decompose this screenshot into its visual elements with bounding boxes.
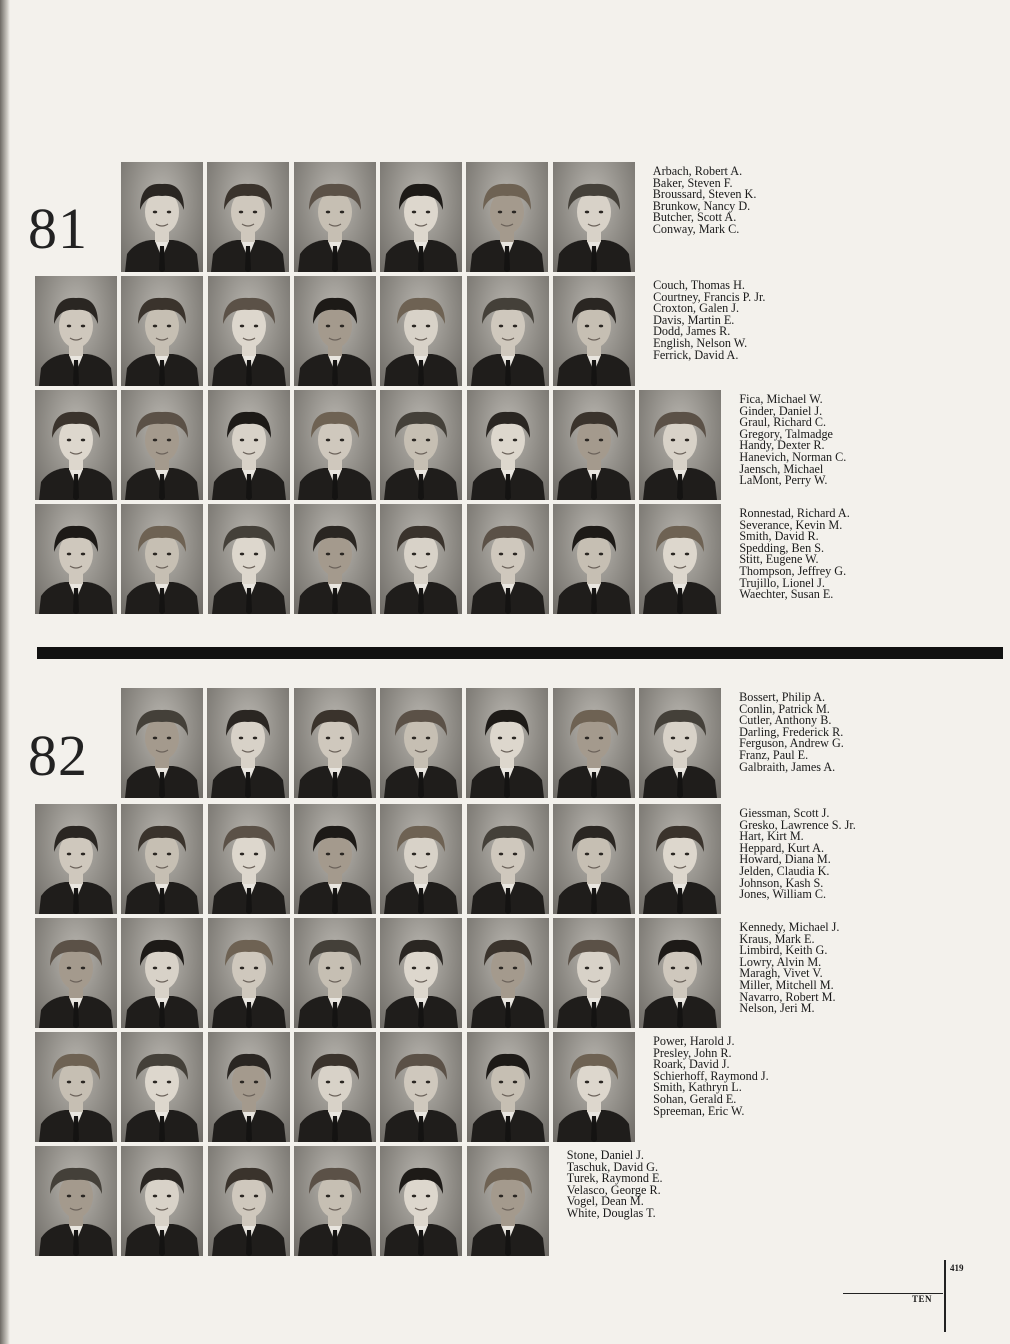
name-entry: Miller, Mitchell M. xyxy=(739,977,834,992)
portrait-photo xyxy=(121,276,203,386)
portrait-photo xyxy=(294,504,376,614)
name-entry: Arbach, Robert A. xyxy=(652,164,743,178)
portrait-photo xyxy=(467,918,549,1028)
portrait-photo xyxy=(294,688,376,798)
name-entry: Hart, Kirt M. xyxy=(739,829,804,844)
portrait-photo xyxy=(121,504,203,614)
name-entry: Navarro, Robert M. xyxy=(739,989,836,1004)
name-entry: Darling, Frederick R. xyxy=(739,724,844,739)
portrait-photo xyxy=(380,504,462,614)
name-entry: Limbird, Keith G. xyxy=(739,943,828,958)
portrait-photo xyxy=(121,1146,203,1256)
name-entry: Jelden, Claudia K. xyxy=(739,863,830,878)
name-list xyxy=(739,808,855,901)
portrait-photo xyxy=(553,276,635,386)
portrait-photo xyxy=(208,504,290,614)
portrait-photo xyxy=(639,688,721,798)
portrait-photo xyxy=(380,276,462,386)
name-entry: Spedding, Ben S. xyxy=(739,540,825,555)
name-entry: Jaensch, Michael xyxy=(739,461,824,476)
portrait-photo xyxy=(380,688,462,798)
name-entry: Jones, William C. xyxy=(739,887,827,902)
portrait-photo xyxy=(121,688,203,798)
name-entry: Kennedy, Michael J. xyxy=(739,920,840,934)
portrait-photo xyxy=(380,162,462,272)
name-entry: Sohan, Gerald E. xyxy=(653,1091,737,1106)
page-edge-shadow xyxy=(0,0,10,1344)
name-entry: White, Douglas T. xyxy=(566,1205,656,1220)
portrait-photo xyxy=(553,390,635,500)
name-entry: Bossert, Philip A. xyxy=(739,690,826,704)
name-entry: Baker, Steven F. xyxy=(652,175,733,190)
name-list xyxy=(739,922,839,1015)
name-entry: Conway, Mark C. xyxy=(652,221,740,236)
name-entry: Presley, John R. xyxy=(653,1045,732,1060)
name-list xyxy=(739,692,844,773)
name-entry: Stitt, Eugene W. xyxy=(739,552,819,567)
name-list xyxy=(739,394,846,487)
name-entry: Schierhoff, Raymond J. xyxy=(653,1068,769,1083)
name-entry: Brunkow, Nancy D. xyxy=(652,198,751,213)
name-entry: Waechter, Susan E. xyxy=(739,587,834,602)
name-entry: Ferrick, David A. xyxy=(653,347,739,362)
portrait-photo xyxy=(208,390,290,500)
name-entry: Croxton, Galen J. xyxy=(653,301,740,316)
name-entry: Davis, Martin E. xyxy=(653,312,735,327)
name-entry: Kraus, Mark E. xyxy=(739,931,815,946)
portrait-photo xyxy=(553,804,635,914)
name-entry: Velasco, George R. xyxy=(566,1182,661,1197)
portrait-photo xyxy=(639,918,721,1028)
name-entry: Severance, Kevin M. xyxy=(739,517,843,532)
name-entry: Galbraith, James A. xyxy=(739,759,836,774)
portrait-photo xyxy=(553,688,635,798)
name-entry: Maragh, Vivet V. xyxy=(739,966,823,981)
name-entry: Fica, Michael W. xyxy=(739,392,823,406)
section-divider-bar xyxy=(37,647,1003,659)
portrait-photo xyxy=(553,918,635,1028)
portrait-photo xyxy=(35,276,117,386)
portrait-photo xyxy=(35,504,117,614)
name-entry: Courtney, Francis P. Jr. xyxy=(653,289,766,304)
portrait-photo xyxy=(380,918,462,1028)
name-entry: Spreeman, Eric W. xyxy=(653,1103,745,1118)
name-entry: Cutler, Anthony B. xyxy=(739,713,832,728)
name-entry: Heppard, Kurt A. xyxy=(739,840,825,855)
portrait-photo xyxy=(467,504,549,614)
name-entry: Nelson, Jeri M. xyxy=(739,1001,815,1016)
name-entry: Giessman, Scott J. xyxy=(739,806,830,820)
name-entry: Butcher, Scott A. xyxy=(652,210,737,225)
name-entry: Ferguson, Andrew G. xyxy=(739,736,844,751)
portrait-photo xyxy=(294,1032,376,1142)
portrait-photo xyxy=(208,1146,290,1256)
name-entry: Ginder, Daniel J. xyxy=(739,403,823,418)
portrait-photo xyxy=(35,1032,117,1142)
portrait-photo xyxy=(639,504,721,614)
portrait-photo xyxy=(35,1146,117,1256)
portrait-photo xyxy=(121,1032,203,1142)
name-entry: Johnson, Kash S. xyxy=(739,875,824,890)
portrait-photo xyxy=(121,162,203,272)
portrait-photo xyxy=(466,688,548,798)
name-entry: Franz, Paul E. xyxy=(739,747,809,762)
portrait-photo xyxy=(294,804,376,914)
portrait-photo xyxy=(553,162,635,272)
portrait-photo xyxy=(380,1032,462,1142)
portrait-photo xyxy=(208,918,290,1028)
portrait-photo xyxy=(208,1032,290,1142)
name-entry: Taschuk, David G. xyxy=(566,1159,659,1174)
name-entry: Conlin, Patrick M. xyxy=(739,701,830,716)
name-entry: Graul, Richard C. xyxy=(739,415,827,430)
class-year-label: 82 xyxy=(28,723,88,788)
class-year-label: 81 xyxy=(28,196,88,261)
name-entry: Handy, Dexter R. xyxy=(739,438,825,453)
name-entry: Vogel, Dean M. xyxy=(566,1194,644,1209)
name-entry: Dodd, James R. xyxy=(653,324,731,339)
portrait-photo xyxy=(294,162,376,272)
portrait-photo xyxy=(467,804,549,914)
name-entry: Broussard, Steven K. xyxy=(652,187,757,202)
name-entry: Roark, David J. xyxy=(653,1057,730,1072)
portrait-photo xyxy=(207,162,289,272)
portrait-photo xyxy=(208,276,290,386)
portrait-photo xyxy=(380,804,462,914)
portrait-photo xyxy=(467,1032,549,1142)
portrait-photo xyxy=(294,1146,376,1256)
name-entry: Smith, Kathryn L. xyxy=(653,1080,742,1095)
name-entry: Couch, Thomas H. xyxy=(653,278,745,292)
name-entry: Gregory, Talmadge xyxy=(739,426,833,441)
portrait-photo xyxy=(466,162,548,272)
name-entry: Howard, Diana M. xyxy=(739,852,831,867)
footer-vertical-rule xyxy=(944,1260,946,1332)
name-entry: LaMont, Perry W. xyxy=(739,473,828,488)
portrait-photo xyxy=(380,390,462,500)
name-entry: Lowry, Alvin M. xyxy=(739,954,822,969)
portrait-photo xyxy=(467,276,549,386)
portrait-photo xyxy=(467,390,549,500)
name-entry: Gresko, Lawrence S. Jr. xyxy=(739,817,856,832)
name-entry: Stone, Daniel J. xyxy=(566,1148,644,1162)
name-entry: Turek, Raymond E. xyxy=(566,1171,663,1186)
portrait-photo xyxy=(294,276,376,386)
name-list xyxy=(739,508,849,601)
section-label: TEN xyxy=(912,1294,933,1304)
portrait-photo xyxy=(35,804,117,914)
name-entry: Hanevich, Norman C. xyxy=(739,449,847,464)
name-entry: Trujillo, Lionel J. xyxy=(739,575,825,590)
name-entry: English, Nelson W. xyxy=(653,335,748,350)
portrait-photo xyxy=(294,918,376,1028)
portrait-photo xyxy=(553,504,635,614)
portrait-photo xyxy=(35,390,117,500)
portrait-photo xyxy=(639,804,721,914)
portrait-photo xyxy=(121,918,203,1028)
portrait-photo xyxy=(294,390,376,500)
name-entry: Thompson, Jeffrey G. xyxy=(739,563,847,578)
name-list xyxy=(653,1036,769,1117)
portrait-photo xyxy=(553,1032,635,1142)
name-list xyxy=(567,1150,663,1220)
portrait-photo xyxy=(380,1146,462,1256)
portrait-photo xyxy=(639,390,721,500)
name-entry: Power, Harold J. xyxy=(653,1034,735,1048)
name-list xyxy=(653,280,765,361)
portrait-photo xyxy=(121,804,203,914)
portrait-photo xyxy=(467,1146,549,1256)
name-list xyxy=(653,166,757,236)
portrait-photo xyxy=(207,688,289,798)
portrait-photo xyxy=(35,918,117,1028)
page-number: 419 xyxy=(950,1263,964,1273)
portrait-photo xyxy=(121,390,203,500)
portrait-photo xyxy=(208,804,290,914)
name-entry: Ronnestad, Richard A. xyxy=(739,506,850,520)
name-entry: Smith, David R. xyxy=(739,529,819,544)
